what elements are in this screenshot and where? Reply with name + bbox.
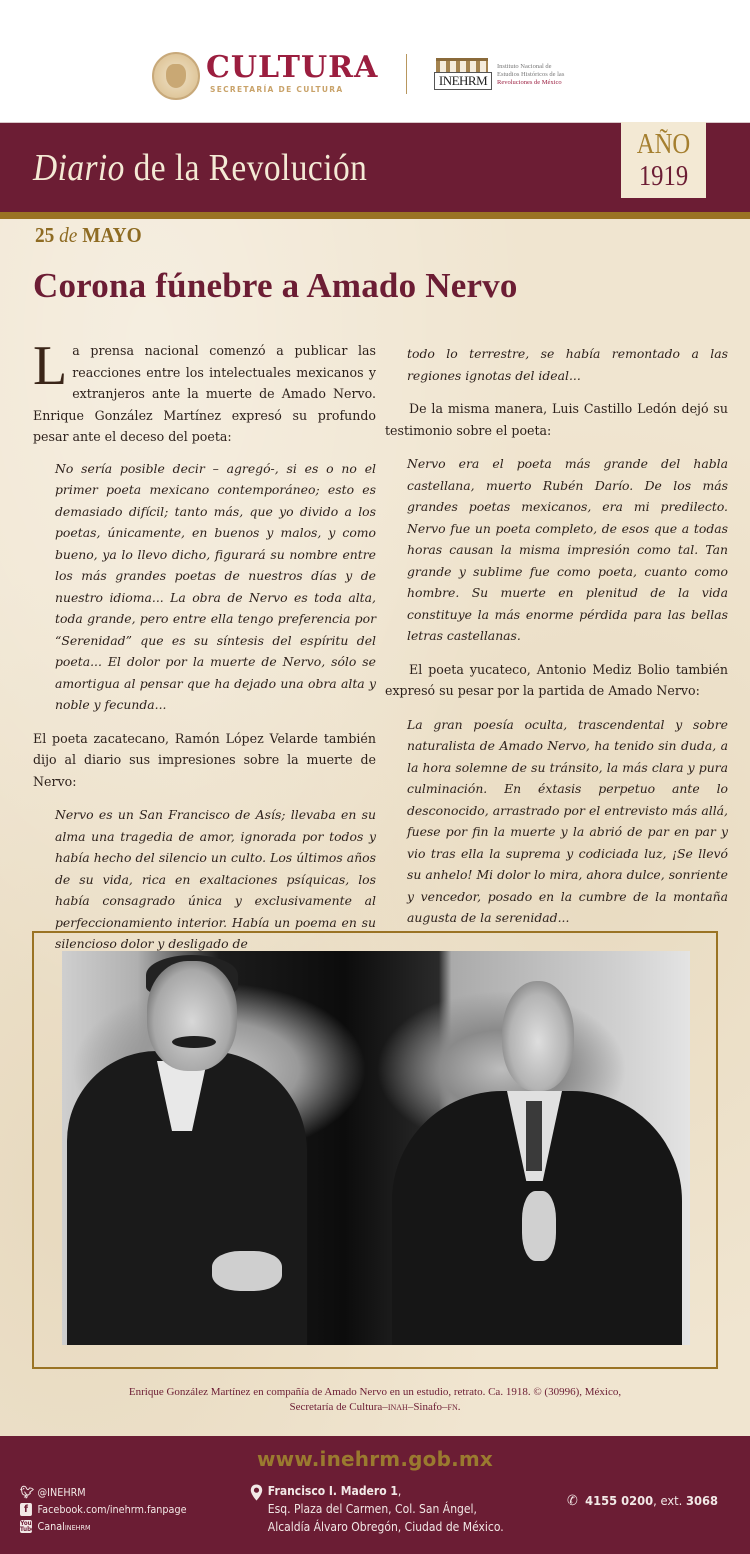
mexico-seal-icon bbox=[152, 52, 200, 100]
street-suffix: , bbox=[397, 1484, 402, 1498]
article-column-right bbox=[385, 343, 728, 941]
article-column-left bbox=[33, 335, 376, 967]
inehrm-line-2: Estudios Históricos de las bbox=[497, 71, 565, 78]
year-label: AÑO bbox=[636, 128, 691, 160]
address bbox=[248, 1482, 504, 1536]
blockquote-continued: todo lo terrestre, se había remontado a las regiones ignotas del ideal... bbox=[407, 346, 728, 383]
paragraph: El poeta yucateco, Antonio Mediz Bolio también expresó su pesar por la partida de Amado Nervo: bbox=[385, 661, 728, 698]
phone-contact[interactable] bbox=[567, 1493, 718, 1509]
caption-line-2 bbox=[60, 1400, 690, 1415]
inehrm-building-icon bbox=[436, 58, 488, 72]
cultura-logo-subtitle: SECRETARÍA DE CULTURA bbox=[210, 85, 344, 94]
date-month: MAYO bbox=[82, 223, 142, 247]
paragraph: El poeta zacatecano, Ramón López Velarde también dijo al diario sus impresiones sobre la muerte de Nervo: bbox=[33, 730, 376, 789]
twitter-link[interactable] bbox=[20, 1484, 187, 1501]
caption-part: fn bbox=[447, 1401, 458, 1413]
phone-number: 4155 0200 bbox=[585, 1493, 654, 1508]
page-title-italic: Diario bbox=[33, 147, 125, 189]
page-title bbox=[33, 146, 367, 190]
photo-hands-left bbox=[212, 1251, 282, 1291]
photo-tie-right bbox=[526, 1101, 542, 1171]
caption-part: –Sinafo– bbox=[407, 1401, 448, 1413]
website-link[interactable]: www.inehrm.gob.mx bbox=[256, 1447, 494, 1471]
street-name: Francisco I. Madero 1 bbox=[267, 1484, 398, 1498]
logo-bar bbox=[0, 0, 750, 122]
date-day: 25 bbox=[35, 223, 55, 247]
twitter-handle: @INEHRM bbox=[37, 1486, 86, 1499]
gold-divider bbox=[0, 212, 750, 219]
year-badge bbox=[621, 122, 706, 198]
logo-divider bbox=[406, 54, 407, 94]
photo-head-left bbox=[147, 961, 237, 1071]
historical-photo bbox=[62, 951, 690, 1345]
article-date bbox=[35, 223, 142, 248]
caption-line-1: Enrique González Martínez en compañía de Amado Nervo en un estudio, retrato. Ca. 1918. © (30996), México, bbox=[128, 1386, 622, 1398]
caption-part: Secretaría de Cultura– bbox=[289, 1401, 388, 1413]
youtube-prefix: Canal bbox=[37, 1520, 65, 1533]
drop-cap: L bbox=[33, 335, 68, 397]
social-links bbox=[20, 1484, 187, 1535]
blockquote: La gran poesía oculta, trascendental y sobre naturalista de Amado Nervo, ha tenido sin duda, a la hora solemne de su tránsito, la más clara y pura culminación. En éxtasis perpetuo ante lo desconocido, arrastrado por el entrevisto más allá, fuese por fin la muerte y la abrió de par en par y vio tras ella la suprema y codiciada luz, ¡Se llevó su anhelo! Mi dolor lo mira, ahora dulce, sonriente y vencedor, posado en la cumbre de la montaña augusta de la serenidad... bbox=[407, 716, 728, 925]
photo-caption bbox=[60, 1385, 690, 1415]
caption-part: . bbox=[457, 1401, 461, 1413]
article-title: Corona fúnebre a Amado Nervo bbox=[33, 266, 518, 305]
youtube-channel: inehrm bbox=[64, 1520, 91, 1533]
blockquote: Nervo era el poeta más grande del habla castellana, muerto Rubén Darío. De los más grandes poetas mexicanos, era mi predilecto. Nervo fue un poeta completo, de esos que a todas horas causan la misma impresión como tal. Tan grande y sublime fue como poeta, cuanto como hombre. Su muerte en plenitud de la vida constituye la más enorme pérdida para las bellas letras castellanas. bbox=[407, 456, 728, 643]
inehrm-logo-acronym: INEHRM bbox=[434, 72, 492, 90]
paragraph: De la misma manera, Luis Castillo Ledón dejó su testimonio sobre el poeta: bbox=[385, 401, 728, 438]
facebook-link[interactable] bbox=[20, 1501, 187, 1518]
blockquote: Nervo es un San Francisco de Asís; llevaba en su alma una tragedia de amor, ignorada por todos y había hecho del silencio un culto. Los últimos años de su vida, rica en exaltaciones psíquicas, los había consagrado única y exclusivamente al perfeccionamiento interior. Había un poema en su silencioso dolor y desligado de bbox=[55, 807, 376, 951]
phone-icon: ✆︎ bbox=[567, 1493, 578, 1509]
phone-extension: 3068 bbox=[685, 1493, 719, 1508]
photo-head-right bbox=[502, 981, 574, 1091]
caption-part: inah bbox=[387, 1401, 408, 1413]
address-street bbox=[248, 1482, 504, 1500]
address-line-2: Esq. Plaza del Carmen, Col. San Ángel, bbox=[267, 1502, 477, 1516]
photo-hand-right bbox=[522, 1191, 556, 1261]
phone-ext-label: , ext. bbox=[653, 1493, 686, 1508]
paragraph-text: a prensa nacional comenzó a publicar las reacciones entre los intelectuales mexicanos y extranjeros ante la muerte de Amado Nervo. Enrique González Martínez expresó su profundo pesar ante el deceso del poeta: bbox=[33, 343, 376, 444]
photo-mustache bbox=[172, 1036, 216, 1048]
youtube-link[interactable] bbox=[20, 1518, 187, 1535]
facebook-icon: f bbox=[20, 1503, 32, 1516]
youtube-icon: You Tube bbox=[20, 1520, 35, 1533]
date-de: de bbox=[54, 223, 83, 247]
cultura-logo-title: CULTURA bbox=[206, 50, 379, 85]
blockquote: No sería posible decir – agregó-, si es o no el primer poeta mexicano contemporáneo; esto es demasiado difícil; tanto más, que yo divido a los poetas, únicamente, en buenos y malos, y como bueno, ya lo llevo dicho, figurará su nombre entre los más grandes poetas de nuestros días y de nuestro idioma... La obra de Nervo es toda alta, toda grande, pero entre ella tengo preferencia por “Serenidad” que es su síntesis del espíritu del poeta... El dolor por la muerte de Nervo, sólo se amortigua al pensar que ha dejado una obra alta y noble y fecunda... bbox=[55, 460, 376, 712]
inehrm-logo-text bbox=[497, 63, 617, 87]
paragraph bbox=[33, 335, 376, 448]
inehrm-line-1: Instituto Nacional de bbox=[497, 63, 552, 70]
facebook-url: Facebook.com/inehrm.fanpage bbox=[37, 1503, 187, 1516]
page-title-rest: de la Revolución bbox=[124, 147, 368, 189]
year-value: 1919 bbox=[638, 160, 689, 192]
twitter-icon: 🐦︎ bbox=[20, 1485, 35, 1499]
inehrm-line-3: Revoluciones de México bbox=[497, 79, 562, 86]
address-line-3: Alcaldía Álvaro Obregón, Ciudad de México. bbox=[267, 1520, 504, 1534]
